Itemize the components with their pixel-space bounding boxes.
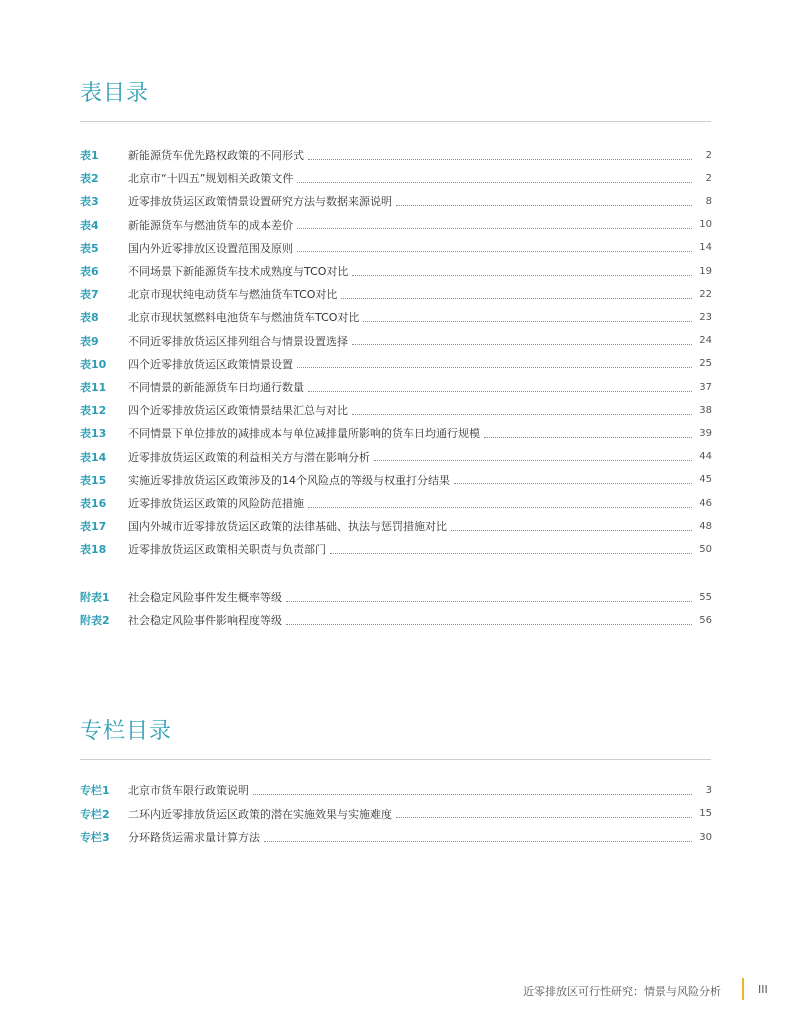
footer-report-title: 近零排放区可行性研究：情景与风险分析 [523,985,721,998]
toc-entry-table[interactable] [80,309,712,325]
entry-label: 附表2 [80,614,110,627]
entry-label: 表12 [80,404,107,418]
entry-page-number: 3 [705,784,712,796]
footer-page-number: III [758,983,768,996]
dot-leader [484,437,692,438]
toc-entry-table[interactable] [80,541,712,557]
toc-entry-table[interactable] [80,170,712,186]
tables-section-title: 表目录 [80,81,150,106]
entry-page-number: 44 [699,451,712,463]
dot-leader [297,228,692,229]
entry-title: 社会稳定风险事件影响程度等级 [128,614,282,627]
entry-title: 不同近零排放货运区排列组合与情景设置选择 [128,334,348,348]
entry-title: 北京市货车限行政策说明 [128,784,249,797]
entry-title: 二环内近零排放货运区政策的潜在实施效果与实施难度 [128,807,392,821]
entry-label: 表18 [80,543,107,557]
dot-leader [363,321,692,322]
entry-title: 不同情景下单位排放的减排成本与单位减排量所影响的货车日均通行规模 [128,427,480,441]
entry-page-number: 37 [699,381,712,393]
toc-entry-table[interactable] [80,472,712,488]
entry-label: 表13 [80,427,107,441]
entry-label: 专栏3 [80,831,110,844]
entry-label: 表15 [80,473,107,487]
toc-entry-table[interactable] [80,286,712,302]
toc-entry-table[interactable] [80,449,712,465]
dot-leader [396,817,692,818]
entry-page-number: 24 [699,335,712,347]
entry-page-number: 39 [699,427,712,439]
entry-title: 实施近零排放货运区政策涉及的14个风险点的等级与权重打分结果 [128,473,450,487]
entry-label: 专栏2 [80,807,110,821]
entry-title: 北京市“十四五”规划相关政策文件 [128,172,294,186]
toc-entry-table[interactable] [80,333,712,349]
dot-leader [451,530,692,531]
dot-leader [308,507,692,508]
entry-title: 近零排放货运区政策相关职责与负责部门 [128,543,326,557]
dot-leader [352,344,692,345]
entry-label: 表5 [80,241,99,255]
entry-page-number: 25 [699,358,712,370]
dot-leader [253,794,692,795]
dot-leader [352,275,692,276]
entry-page-number: 50 [699,543,712,555]
toc-entry-column[interactable] [80,806,712,822]
toc-entry-table[interactable] [80,495,712,511]
toc-entry-table[interactable] [80,379,712,395]
dot-leader [454,483,692,484]
tables-section-divider [80,121,711,122]
entry-title: 近零排放货运区政策情景设置研究方法与数据来源说明 [128,195,392,209]
dot-leader [286,624,692,625]
columns-section-divider [80,759,711,760]
entry-title: 国内外城市近零排放货运区政策的法律基础、执法与惩罚措施对比 [128,520,447,534]
toc-entry-appendix[interactable] [80,612,712,628]
entry-label: 表9 [80,334,99,348]
dot-leader [308,391,692,392]
toc-entry-table[interactable] [80,425,712,441]
dot-leader [352,414,692,415]
entry-label: 表11 [80,381,107,394]
entry-label: 表17 [80,520,107,534]
entry-page-number: 14 [699,242,712,254]
entry-page-number: 2 [705,172,712,184]
entry-page-number: 2 [705,149,712,161]
toc-entry-column[interactable] [80,782,712,798]
entry-label: 表1 [80,149,99,162]
toc-entry-table[interactable] [80,402,712,418]
toc-entry-table[interactable] [80,240,712,256]
toc-entry-column[interactable] [80,829,712,845]
entry-title: 不同场景下新能源货车技术成熟度与TCO对比 [128,265,349,278]
entry-title: 四个近零排放货运区政策情景设置 [128,357,293,371]
dot-leader [297,182,692,183]
entry-label: 表16 [80,497,107,510]
entry-label: 专栏1 [80,784,110,797]
entry-label: 表4 [80,218,99,232]
toc-entry-appendix[interactable] [80,589,712,605]
entry-label: 表7 [80,288,99,302]
entry-page-number: 15 [699,808,712,819]
entry-title: 新能源货车优先路权政策的不同形式 [128,149,304,162]
entry-title: 不同情景的新能源货车日均通行数量 [128,381,304,394]
entry-title: 北京市现状氢燃料电池货车与燃油货车TCO对比 [128,311,360,325]
entry-title: 新能源货车与燃油货车的成本差价 [128,218,293,232]
entry-title: 北京市现状纯电动货车与燃油货车TCO对比 [128,288,338,302]
entry-title: 四个近零排放货运区政策情景结果汇总与对比 [128,404,348,418]
entry-label: 表3 [80,195,99,209]
entry-title: 近零排放货运区政策的利益相关方与潜在影响分析 [128,450,370,464]
entry-label: 表10 [80,357,107,371]
toc-entry-table[interactable] [80,217,712,233]
entry-title: 近零排放货运区政策的风险防范措施 [128,497,304,510]
dot-leader [374,460,692,461]
entry-page-number: 23 [699,311,712,323]
entry-page-number: 10 [699,219,712,231]
dot-leader [330,553,692,554]
entry-title: 社会稳定风险事件发生概率等级 [128,591,282,604]
entry-label: 表8 [80,311,99,325]
entry-page-number: 38 [699,404,712,416]
dot-leader [297,251,692,252]
entry-page-number: 8 [705,195,712,207]
dot-leader [264,841,692,842]
entry-label: 表14 [80,450,107,464]
entry-page-number: 30 [699,831,712,843]
toc-entry-table[interactable] [80,356,712,372]
entry-title: 国内外近零排放区设置范围及原则 [128,241,293,255]
dot-leader [297,367,692,368]
toc-entry-table[interactable] [80,193,712,209]
entry-page-number: 48 [699,520,712,532]
toc-entry-table[interactable] [80,263,712,279]
entry-page-number: 22 [699,288,712,300]
entry-label: 附表1 [80,591,110,604]
columns-section-title: 专栏目录 [80,719,173,744]
footer-accent-bar [742,978,744,1000]
entry-label: 表2 [80,172,99,186]
entry-page-number: 55 [699,591,712,603]
dot-leader [341,298,692,299]
dot-leader [286,601,692,602]
dot-leader [308,159,692,160]
toc-entry-table[interactable] [80,147,712,163]
entry-page-number: 56 [699,614,712,626]
entry-page-number: 45 [699,474,712,486]
toc-entry-table[interactable] [80,518,712,534]
entry-title: 分环路货运需求量计算方法 [128,831,260,844]
entry-page-number: 46 [699,497,712,509]
dot-leader [396,205,692,206]
entry-page-number: 19 [699,265,712,277]
entry-label: 表6 [80,265,99,278]
